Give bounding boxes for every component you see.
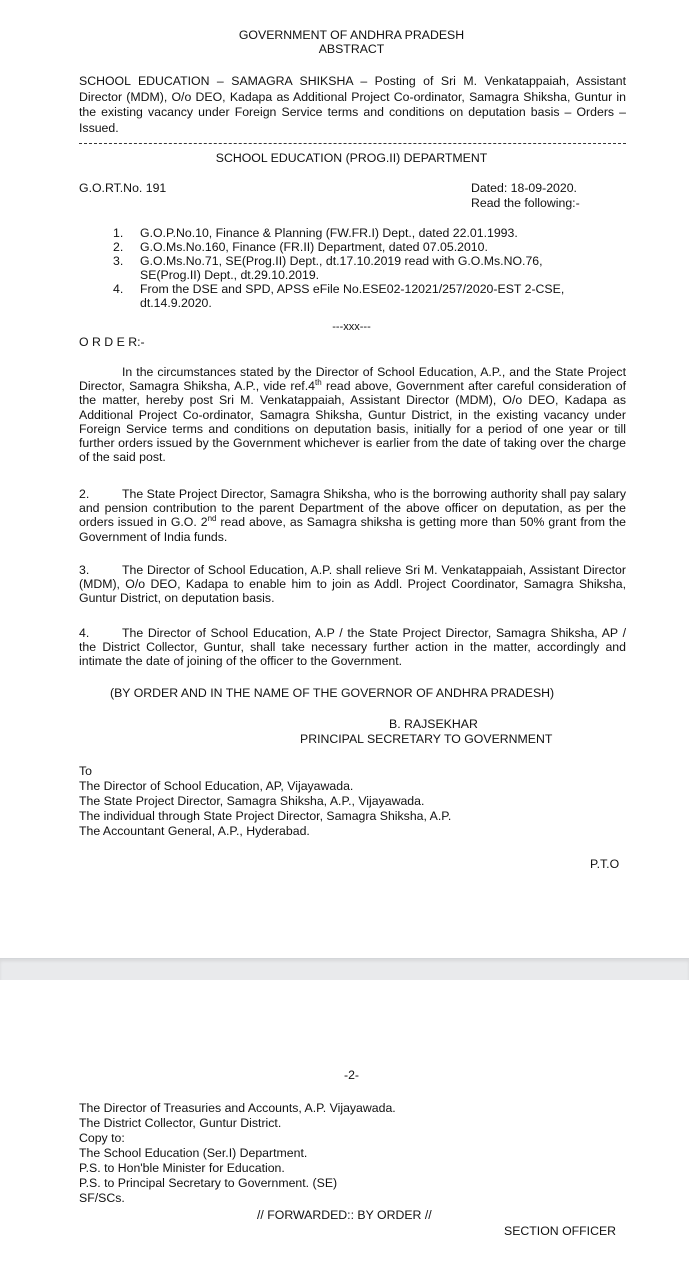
reference-text: G.O.P.No.10, Finance & Planning (FW.FR.I) Dept., dated 22.01.1993. (140, 226, 518, 240)
reference-number: 3. (113, 254, 124, 268)
read-following-label: Read the following:- (471, 196, 580, 210)
reference-item (113, 282, 613, 310)
department-name: SCHOOL EDUCATION (PROG.II) DEPARTMENT (215, 151, 488, 165)
go-number: G.O.RT.No. 191 (79, 181, 167, 195)
recipient-line: The District Collector, Guntur District. (79, 1116, 282, 1130)
section-officer: SECTION OFFICER (504, 1224, 617, 1238)
recipient-line: SF/SCs. (79, 1191, 125, 1205)
paragraph-1-text-cont: read above, Government after careful consideration of the matter, hereby post Sri M. Venkatappaiah, Assistant Director (MDM), O/o DEO, Kadapa as Additional Project Co-ordinator, Samagra Shiksha, Guntur District, in the existing vacancy under Foreign Service terms and conditions on deputation basis, initially for a period of one year or till further orders issued by the Government whichever is earlier from the date of taking over the charge of the said post. (79, 379, 626, 465)
order-date: Dated: 18-09-2020. (471, 181, 577, 195)
reference-text: G.O.Ms.No.160, Finance (FR.II) Department, dated 07.05.2010. (140, 240, 488, 254)
dashed-divider (79, 143, 626, 144)
reference-list (113, 226, 613, 310)
recipient-line: The Director of Treasuries and Accounts, A.P. Vijayawada. (79, 1101, 396, 1115)
reference-item (113, 254, 613, 282)
by-order-line: (BY ORDER AND IN THE NAME OF THE GOVERNOR OF ANDHRA PRADESH) (110, 686, 555, 700)
signatory-title: PRINCIPAL SECRETARY TO GOVERNMENT (300, 732, 553, 746)
page-separator (0, 958, 689, 981)
paragraph-1-text: In the circumstances stated by the Director of School Education, A.P., and the State Project Director, Samagra Shiksha, A.P., vide ref.4 (79, 365, 626, 394)
paragraph-3-text: The Director of School Education, A.P. shall relieve Sri M. Venkatappaiah, Assistant Director (MDM), O/o DEO, Kadapa to enable him to join as Addl. Project Coordinator, Samagra Shiksha, Guntur District, on deputation basis. (79, 563, 626, 606)
order-heading: O R D E R:- (79, 335, 145, 349)
pto-note: P.T.O (590, 857, 620, 871)
copy-to-label: Copy to: (79, 1131, 125, 1145)
paragraph-4-text: The Director of School Education, A.P / the State Project Director, Samagra Shiksha, AP / the District Collector, Guntur, shall take necessary further action in the matter, accordingly and intimate the date of joining of the officer to the Government. (79, 626, 626, 669)
government-header: GOVERNMENT OF ANDHRA PRADESH (238, 28, 465, 42)
signatory-name: B. RAJSEKHAR (389, 717, 478, 731)
reference-item (113, 226, 613, 240)
to-label: To (79, 764, 92, 778)
order-paragraph-4 (79, 626, 626, 669)
separator-mark: ---xxx--- (332, 321, 371, 333)
recipient-line: The Director of School Education, AP, Vijayawada. (79, 779, 354, 793)
superscript-nd: nd (207, 514, 217, 524)
paragraph-2-text-cont: read above, as Samagra shiksha is getting more than 50% grant from the Government of India funds. (79, 515, 626, 544)
paragraph-3-number: 3. (79, 563, 90, 577)
reference-number: 4. (113, 282, 124, 296)
paragraph-2-text: The State Project Director, Samagra Shiksha, who is the borrowing authority shall pay salary and pension contribution to the parent Department of the above officer on deputation, as per the orders issued in G.O. 2 (79, 487, 626, 530)
reference-text: G.O.Ms.No.71, SE(Prog.II) Dept., dt.17.10.2019 read with G.O.Ms.NO.76, SE(Prog.II) Dept., dt.29.10.2019. (140, 254, 543, 282)
order-paragraph-2 (79, 487, 626, 544)
recipient-line: The Accountant General, A.P., Hyderabad. (79, 824, 310, 838)
recipient-line: The individual through State Project Director, Samagra Shiksha, A.P. (79, 809, 452, 823)
paragraph-4-number: 4. (79, 626, 90, 640)
page-number: -2- (343, 1068, 360, 1082)
document-page-2 (0, 980, 689, 1280)
recipient-line: P.S. to Principal Secretary to Government. (SE) (79, 1176, 338, 1190)
abstract-heading: ABSTRACT (318, 42, 385, 56)
reference-number: 2. (113, 240, 124, 254)
paragraph-2-number: 2. (79, 487, 90, 501)
reference-item (113, 240, 613, 254)
order-paragraph-1 (79, 365, 626, 464)
recipient-line: The State Project Director, Samagra Shiksha, A.P., Vijayawada. (79, 794, 425, 808)
recipient-line: P.S. to Hon'ble Minister for Education. (79, 1161, 285, 1175)
reference-text: From the DSE and SPD, APSS eFile No.ESE02-12021/257/2020-EST 2-CSE, dt.14.9.2020. (140, 282, 565, 310)
reference-number: 1. (113, 226, 124, 240)
superscript-th: th (314, 378, 322, 388)
recipient-line: The School Education (Ser.I) Department. (79, 1146, 308, 1160)
abstract-subject: SCHOOL EDUCATION – SAMAGRA SHIKSHA – Posting of Sri M. Venkatappaiah, Assistant Director (MDM), O/o DEO, Kadapa as Additional Project Co-ordinator, Samagra Shiksha, Guntur in the existing vacancy under Foreign Service terms and conditions on deputation basis – Orders – Issued. (79, 74, 626, 135)
forwarded-line: // FORWARDED:: BY ORDER // (257, 1208, 432, 1222)
order-paragraph-3 (79, 563, 626, 606)
